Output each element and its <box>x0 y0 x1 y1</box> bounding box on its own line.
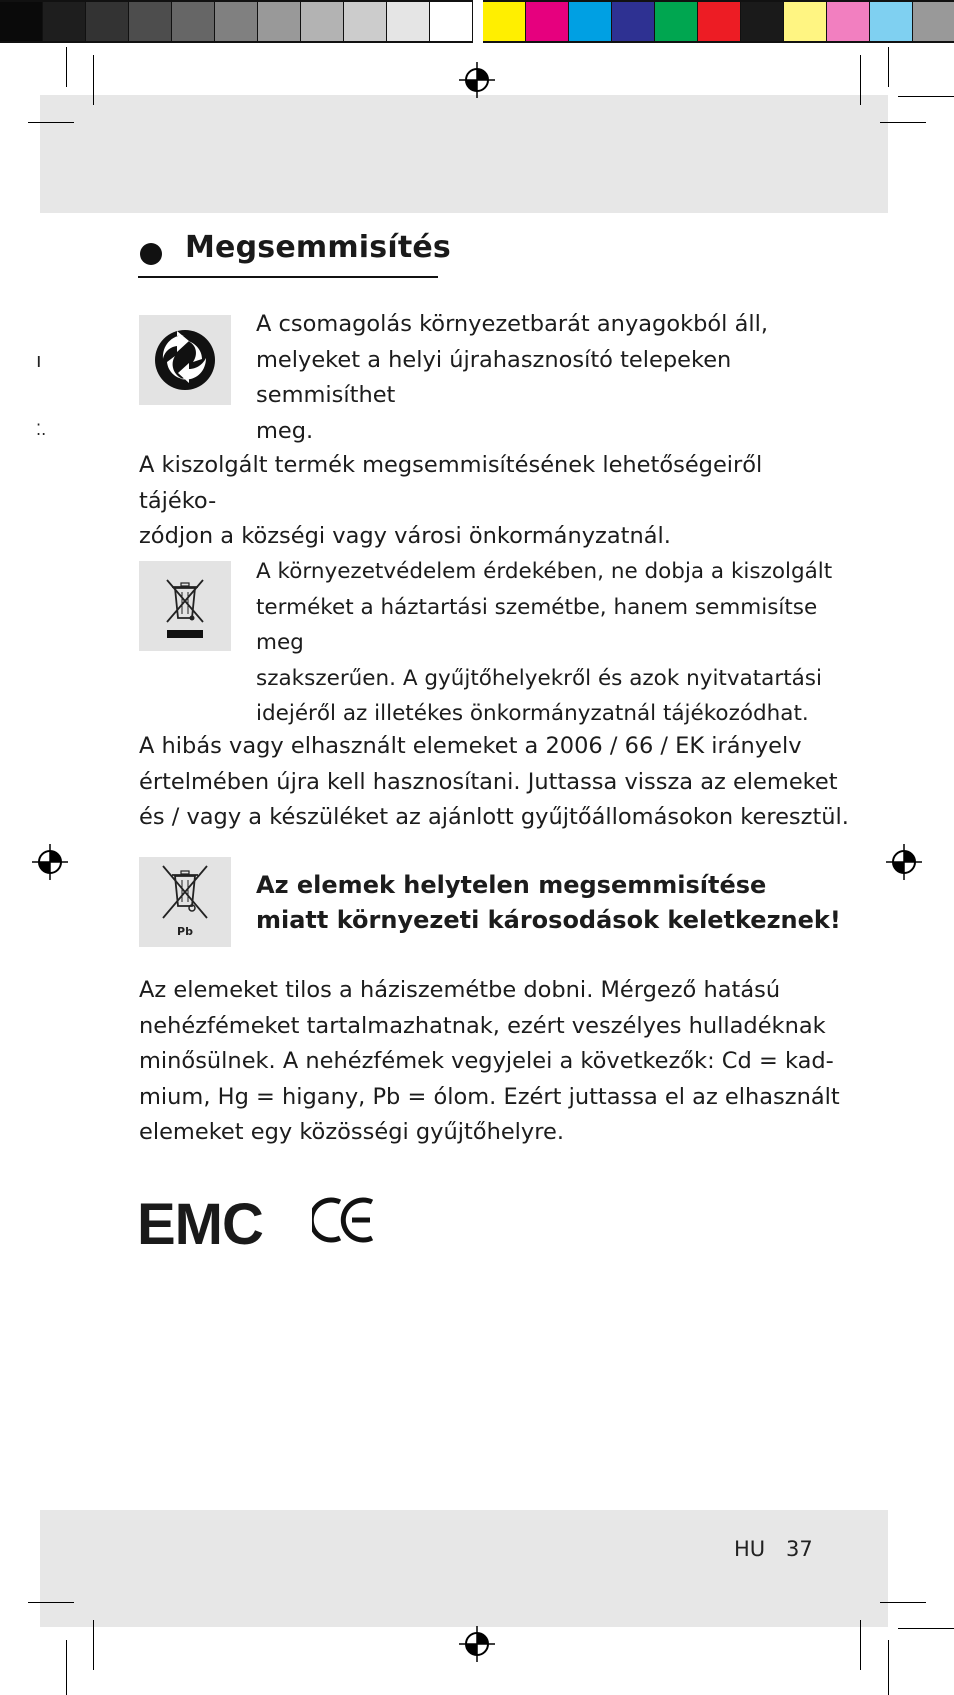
battery-warning: Az elemek helytelen megsemmisítése miatt környezeti károsodások keletkeznek! <box>256 871 841 934</box>
calibration-swatch <box>0 0 43 43</box>
gray-calibration-bar <box>0 0 473 47</box>
calibration-swatch <box>784 0 827 43</box>
crop-mark <box>880 122 926 123</box>
crop-mark <box>860 1620 861 1670</box>
page-number: 37 <box>786 1537 813 1561</box>
title-underline <box>138 276 438 278</box>
calibration-swatch <box>129 0 172 43</box>
product-disposal-paragraph: A kiszolgált termék megsemmisítésének lehetőségeiről tájéko- zódjon a községi vagy városi önkormányzatnál. <box>139 452 763 549</box>
calibration-swatch <box>870 0 913 43</box>
calibration-swatch <box>655 0 698 43</box>
calibration-swatch <box>913 0 954 43</box>
crop-mark <box>860 55 861 105</box>
footer-band <box>40 1510 888 1627</box>
weee-paragraph: A környezetvédelem érdekében, ne dobja a kiszolgált terméket a háztartási szemétbe, hanem semmisítse meg szakszerűen. A gyűjtőhelyekről és azok nyitvatartási idejéről az illetékes önkormányzatnál tájékozódhat. <box>256 559 833 726</box>
margin-glyph: ⁚. <box>36 420 47 439</box>
calibration-swatch <box>344 0 387 43</box>
crop-mark <box>888 1640 889 1695</box>
calibration-swatch <box>698 0 741 43</box>
calibration-swatch <box>827 0 870 43</box>
calibration-swatch <box>387 0 430 43</box>
registration-mark-icon <box>458 61 496 99</box>
calibration-swatch <box>526 0 569 43</box>
page-title: Megsemmisítés <box>185 230 451 265</box>
weee-icon-box <box>139 561 231 651</box>
section-bullet <box>140 243 162 265</box>
margin-glyph: ı <box>36 348 42 372</box>
crop-mark <box>28 1602 74 1603</box>
crop-mark <box>93 55 94 105</box>
crop-mark <box>28 122 74 123</box>
crop-mark <box>66 1640 67 1695</box>
registration-mark-icon <box>31 843 69 881</box>
battery-directive-paragraph: A hibás vagy elhasznált elemeket a 2006 / 66 / EK irányelv értelmében újra kell hasznosítani. Juttassa vissza az elemeket és / vagy a készüléket az ajánlott gyűjtőállomásokon keresztül. <box>139 733 849 830</box>
crossed-bin-icon <box>155 570 215 642</box>
calibration-swatch <box>301 0 344 43</box>
calibration-swatch <box>172 0 215 43</box>
crop-mark <box>93 1620 94 1670</box>
crossed-bin-pb-icon <box>153 862 217 942</box>
registration-mark-icon <box>885 843 923 881</box>
registration-mark-icon <box>458 1625 496 1663</box>
green-dot-icon-box <box>139 315 231 405</box>
battery-disposal-icon-box <box>139 857 231 947</box>
calibration-swatch <box>430 0 473 43</box>
calibration-swatch <box>612 0 655 43</box>
color-calibration-bar <box>483 0 954 47</box>
ce-mark-icon <box>312 1196 378 1244</box>
crop-mark <box>66 47 67 87</box>
calibration-swatch <box>43 0 86 43</box>
header-band <box>40 95 888 213</box>
calibration-swatch <box>258 0 301 43</box>
language-code: HU <box>734 1537 766 1561</box>
pb-label: Pb <box>177 925 193 938</box>
heavy-metals-paragraph: Az elemeket tilos a háziszemétbe dobni. Mérgező hatású nehézfémeket tartalmazhatnak, ezért veszélyes hulladéknak minősülnek. A nehézfémek vegyjelei a következők: Cd = kad- mium, Hg = higany, Pb = ólom. Ezért juttassa el az elhasznált elemeket egy közösségi gyűjtőhelyre. <box>139 977 840 1145</box>
calibration-swatch <box>86 0 129 43</box>
crop-mark <box>888 47 889 87</box>
calibration-swatch <box>483 0 526 43</box>
calibration-swatch <box>741 0 784 43</box>
recycling-arrows-icon <box>153 328 217 392</box>
calibration-swatch <box>569 0 612 43</box>
calibration-swatch <box>215 0 258 43</box>
packaging-paragraph: A csomagolás környezetbarát anyagokból áll, melyeket a helyi újrahasznosító telepeken semmisíthet meg. <box>256 311 769 444</box>
crop-mark <box>880 1602 926 1603</box>
crop-mark <box>898 96 954 97</box>
crop-mark <box>898 1628 954 1629</box>
emc-logo: EMC <box>137 1192 263 1257</box>
